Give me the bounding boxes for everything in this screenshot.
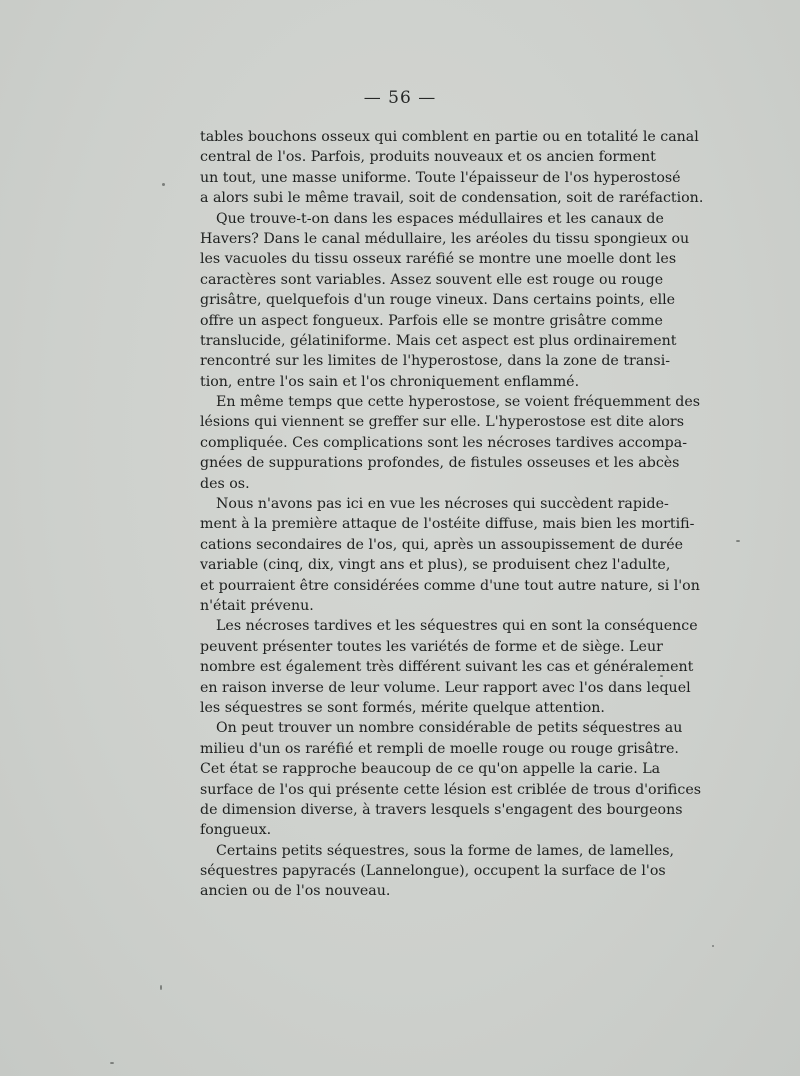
text-line: On peut trouver un nombre considérable de petits séquestres au <box>216 720 683 737</box>
paper-speck <box>712 945 714 947</box>
text-line: un tout, une masse uniforme. Toute l'épaisseur de l'os hyperostosé <box>200 169 681 186</box>
text-line: tables bouchons osseux qui comblent en partie ou en totalité le canal <box>200 129 699 145</box>
text-line: caractères sont variables. Assez souvent elle est rouge ou rouge <box>200 271 664 288</box>
body-text <box>200 127 704 902</box>
text-line: cations secondaires de l'os, qui, après un assoupissement de durée <box>200 536 684 553</box>
text-line: offre un aspect fongueux. Parfois elle se montre grisâtre comme <box>200 312 663 329</box>
text-line: central de l'os. Parfois, produits nouveaux et os ancien forment <box>200 149 656 166</box>
text-line: Certains petits séquestres, sous la forme de lames, de lamelles, <box>216 842 675 859</box>
text-line: séquestres papyracés (Lannelongue), occupent la surface de l'os <box>200 863 666 880</box>
text-line: a alors subi le même travail, soit de condensation, soit de raréfaction. <box>200 190 704 207</box>
text-line: Que trouve-t-on dans les espaces médullaires et les canaux de <box>216 210 664 227</box>
text-line: et pourraient être considérées comme d'une tout autre nature, si l'on <box>200 577 700 594</box>
text-line: Les nécroses tardives et les séquestres qui en sont la conséquence <box>216 618 698 635</box>
paper-speck <box>160 985 162 990</box>
text-line: en raison inverse de leur volume. Leur rapport avec l'os dans lequel <box>200 679 691 696</box>
text-line: rencontré sur les limites de l'hyperostose, dans la zone de transi- <box>200 353 671 370</box>
text-line: Nous n'avons pas ici en vue les nécroses qui succèdent rapide- <box>216 496 669 513</box>
text-line: translucide, gélatiniforme. Mais cet aspect est plus ordinairement <box>200 332 677 349</box>
text-line: Havers? Dans le canal médullaire, les aréoles du tissu spongieux ou <box>200 230 690 247</box>
text-line: les séquestres se sont formés, mérite quelque attention. <box>200 699 605 716</box>
text-line: n'était prévenu. <box>200 597 314 614</box>
paper-speck <box>110 1062 114 1064</box>
text-line: variable (cinq, dix, vingt ans et plus), se produisent chez l'adulte, <box>200 557 671 574</box>
text-line: milieu d'un os raréfié et rempli de moelle rouge ou rouge grisâtre. <box>200 740 679 757</box>
text-line: les vacuoles du tissu osseux raréfié se montre une moelle dont les <box>200 251 677 268</box>
paper-speck <box>736 540 740 542</box>
text-line: En même temps que cette hyperostose, se voient fréquemment des <box>216 394 701 411</box>
text-line: grisâtre, quelquefois d'un rouge vineux. Dans certains points, elle <box>200 292 676 309</box>
page-number: — 56 — <box>363 88 437 108</box>
text-line: nombre est également très différent suivant les cas et généralement <box>200 659 694 676</box>
text-line: gnées de suppurations profondes, de fistules osseuses et les abcès <box>200 455 680 472</box>
text-line: lésions qui viennent se greffer sur elle. L'hyperostose est dite alors <box>200 414 684 431</box>
text-line: ancien ou de l'os nouveau. <box>200 883 391 900</box>
text-line: ment à la première attaque de l'ostéite diffuse, mais bien les mortifi- <box>200 516 695 533</box>
text-line: fongueux. <box>200 822 272 839</box>
paper-speck <box>660 675 663 677</box>
text-line: Cet état se rapproche beaucoup de ce qu'on appelle la carie. La <box>200 761 661 778</box>
text-line: des os. <box>200 475 250 492</box>
text-line: compliquée. Ces complications sont les nécroses tardives accompa- <box>200 434 687 451</box>
text-line: de dimension diverse, à travers lesquels s'engagent des bourgeons <box>200 801 683 818</box>
paper-speck <box>162 183 165 186</box>
text-line: tion, entre l'os sain et l'os chroniquement enflammé. <box>200 373 580 390</box>
text-line: peuvent présenter toutes les variétés de forme et de siège. Leur <box>200 638 663 655</box>
text-line: surface de l'os qui présente cette lésion est criblée de trous d'orifices <box>200 781 702 798</box>
